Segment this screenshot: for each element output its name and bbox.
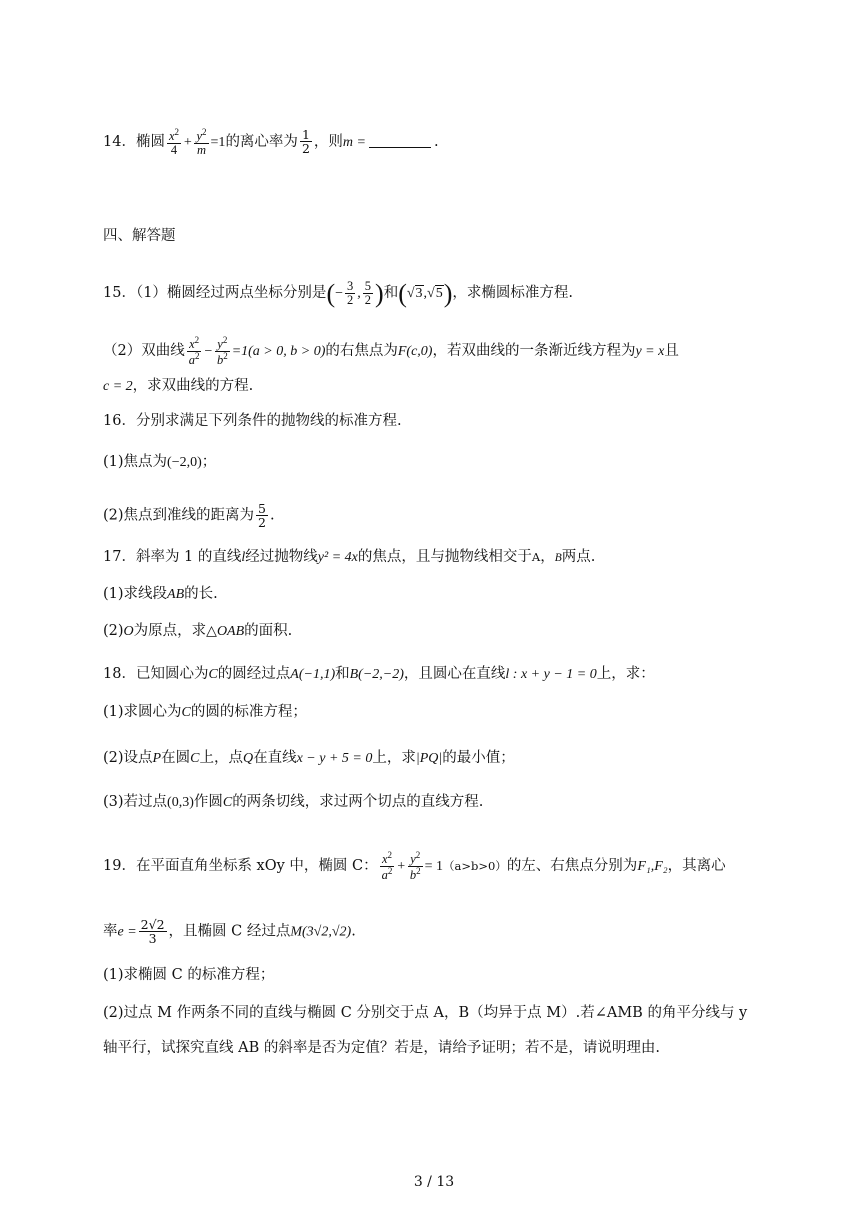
question-19: 19．在平面直角坐标系 xOy 中，椭圆 C： $\frac{x^2}{a^2}$ + $\frac{y^2}{b^2}$ = 1（a>b>0）的左、右焦点分别为F₁,F₂，其离心 bbox=[103, 850, 726, 883]
question-19-part-2-cont: 轴平行，试探究直线 AB 的斜率是否为定值？若是，请给予证明；若不是，请说明理由. bbox=[103, 1040, 660, 1056]
question-16-part-1: (1)焦点为(−2,0)； bbox=[103, 454, 217, 470]
question-17: 17．斜率为 1 的直线l经过抛物线y² = 4x的焦点，且与抛物线相交于A，B两点. bbox=[103, 549, 596, 565]
question-17-part-1: (1)求线段AB的长. bbox=[103, 586, 218, 602]
ellipse-c-equation: $\frac{x^2}{a^2}$ + $\frac{y^2}{b^2}$ = 1 bbox=[381, 850, 443, 883]
q14-number: 14． bbox=[103, 133, 136, 150]
section-heading: 四、解答题 bbox=[103, 228, 176, 244]
question-19-cont: 率e = $\frac{2√2}{3}$ ，且椭圆 C 经过点M(3√2,√2). bbox=[103, 917, 356, 947]
fraction-half: $\frac{1}{2}$ bbox=[301, 127, 310, 157]
page-number: 3 / 13 bbox=[413, 1174, 455, 1190]
question-19-part-2: (2)过点 M 作两条不同的直线与椭圆 C 分别交于点 A，B（均异于点 M）.若∠AMB 的角平分线与 y bbox=[103, 1005, 748, 1021]
hyperbola-equation: $\frac{x^2}{a^2}$ − $\frac{y^2}{b^2}$ =1(a > 0, b > 0) bbox=[188, 335, 326, 368]
answer-blank bbox=[369, 135, 431, 148]
point-1: (− $\frac{3}{2}$ , $\frac{5}{2}$ ) bbox=[326, 278, 384, 308]
point-2: (√3,√5) bbox=[398, 278, 453, 308]
question-17-part-2: (2)O为原点，求△OAB的面积. bbox=[103, 623, 293, 639]
question-16: 16．分别求满足下列条件的抛物线的标准方程. bbox=[103, 413, 402, 429]
question-14: 14．椭圆 $\frac{x^2}{4}$ + $\frac{y^2}{m}$ =1的离心率为 $\frac{1}{2}$ ，则m = . bbox=[103, 127, 439, 158]
question-18-part-3: (3)若过点(0,3)作圆C的两条切线，求过两个切点的直线方程. bbox=[103, 794, 484, 810]
question-15-part-2-cont: c = 2，求双曲线的方程. bbox=[103, 378, 254, 394]
question-15-part-2: （2）双曲线 $\frac{x^2}{a^2}$ − $\frac{y^2}{b^2}$ =1(a > 0, b > 0)的右焦点为F(c,0)，若双曲线的一条渐近线方程为y = x且 bbox=[103, 335, 679, 368]
question-19-part-1: (1)求椭圆 C 的标准方程； bbox=[103, 967, 275, 983]
question-18-part-1: (1)求圆心为C的圆的标准方程； bbox=[103, 704, 307, 720]
question-18-part-2: (2)设点P在圆C上，点Q在直线x − y + 5 = 0上，求|PQ|的最小值； bbox=[103, 750, 515, 766]
question-16-part-2: (2)焦点到准线的距离为 $\frac{5}{2}$ . bbox=[103, 501, 275, 531]
ellipse-equation: $\frac{x^2}{4}$ + $\frac{y^2}{m}$ =1 bbox=[168, 127, 226, 158]
question-15-part-1: 15．（1）椭圆经过两点坐标分别是(− $\frac{3}{2}$ , $\frac{5}{2}$ )和(√3,√5)，求椭圆标准方程. bbox=[103, 278, 574, 308]
question-18: 18．已知圆心为C的圆经过点A(−1,1)和B(−2,−2)，且圆心在直线l : x + y − 1 = 0上，求： bbox=[103, 666, 655, 682]
